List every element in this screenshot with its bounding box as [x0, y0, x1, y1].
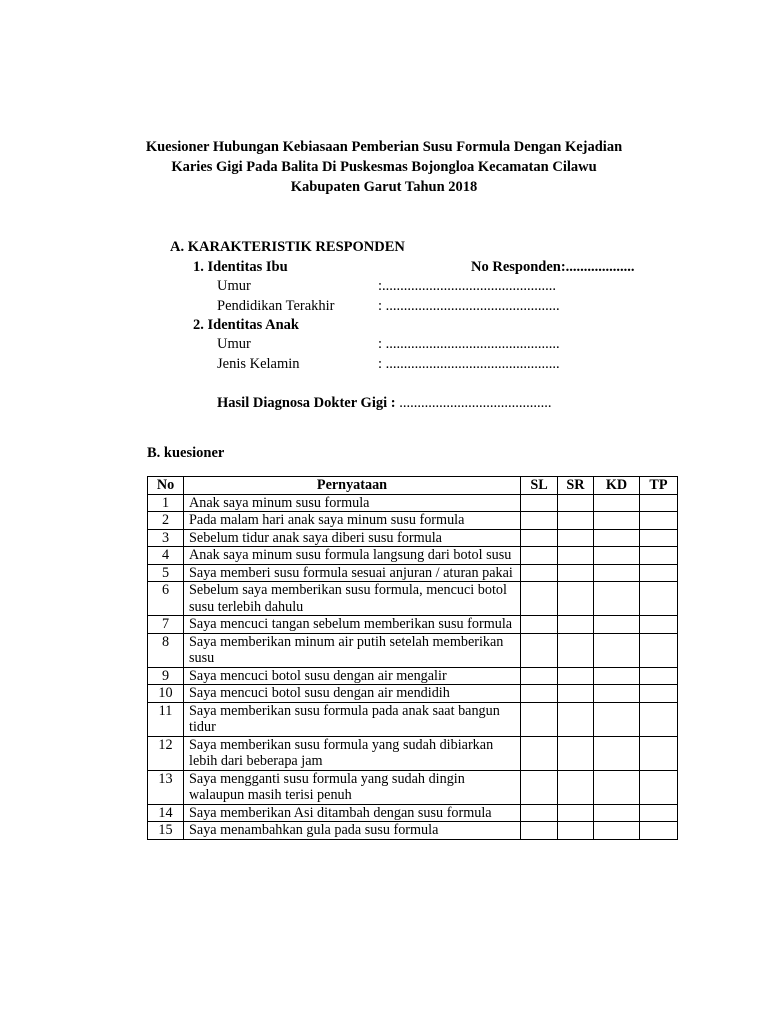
row-number: 3 [148, 529, 184, 547]
answer-cell-sl[interactable] [521, 685, 558, 703]
answer-cell-kd[interactable] [594, 770, 640, 804]
table-row [148, 667, 678, 685]
answer-cell-sr[interactable] [558, 770, 594, 804]
answer-cell-tp[interactable] [640, 804, 678, 822]
ibu-umur-field[interactable]: :................................................ [378, 278, 557, 294]
diagnosa-row [217, 394, 551, 413]
header-tp: TP [640, 477, 678, 495]
table-row [148, 633, 678, 667]
table-header-row [148, 477, 678, 495]
answer-cell-sl[interactable] [521, 633, 558, 667]
row-number: 15 [148, 822, 184, 840]
answer-cell-sl[interactable] [521, 494, 558, 512]
answer-cell-kd[interactable] [594, 494, 640, 512]
answer-cell-kd[interactable] [594, 547, 640, 565]
anak-umur-field[interactable]: : ................................................ [378, 336, 560, 352]
answer-cell-tp[interactable] [640, 582, 678, 616]
header-pernyataan: Pernyataan [184, 477, 521, 495]
answer-cell-sr[interactable] [558, 547, 594, 565]
answer-cell-sl[interactable] [521, 822, 558, 840]
answer-cell-sl[interactable] [521, 582, 558, 616]
answer-cell-tp[interactable] [640, 564, 678, 582]
table-body [148, 494, 678, 839]
answer-cell-kd[interactable] [594, 736, 640, 770]
row-number: 10 [148, 685, 184, 703]
answer-cell-sl[interactable] [521, 616, 558, 634]
answer-cell-tp[interactable] [640, 512, 678, 530]
answer-cell-tp[interactable] [640, 667, 678, 685]
row-statement: Saya memberi susu formula sesuai anjuran / aturan pakai [184, 564, 521, 582]
answer-cell-sl[interactable] [521, 702, 558, 736]
answer-cell-sr[interactable] [558, 582, 594, 616]
answer-cell-sr[interactable] [558, 702, 594, 736]
answer-cell-sr[interactable] [558, 512, 594, 530]
answer-cell-sr[interactable] [558, 616, 594, 634]
anak-jenis-kelamin-field[interactable]: : ................................................ [378, 356, 560, 372]
row-number: 1 [148, 494, 184, 512]
ibu-pendidikan-field[interactable]: : ................................................ [378, 298, 560, 314]
table-row [148, 512, 678, 530]
table-row [148, 564, 678, 582]
answer-cell-sr[interactable] [558, 685, 594, 703]
answer-cell-tp[interactable] [640, 547, 678, 565]
answer-cell-tp[interactable] [640, 633, 678, 667]
row-number: 5 [148, 564, 184, 582]
answer-cell-sr[interactable] [558, 529, 594, 547]
identitas-anak-heading: 2. Identitas Anak [193, 317, 299, 333]
answer-cell-sr[interactable] [558, 804, 594, 822]
row-number: 13 [148, 770, 184, 804]
row-statement: Saya mencuci tangan sebelum memberikan susu formula [184, 616, 521, 634]
row-statement: Anak saya minum susu formula [184, 494, 521, 512]
row-number: 14 [148, 804, 184, 822]
table-row [148, 685, 678, 703]
ibu-pendidikan-label: Pendidikan Terakhir [217, 298, 335, 314]
answer-cell-sr[interactable] [558, 494, 594, 512]
answer-cell-tp[interactable] [640, 822, 678, 840]
answer-cell-tp[interactable] [640, 494, 678, 512]
table-row [148, 547, 678, 565]
answer-cell-sl[interactable] [521, 547, 558, 565]
table-row [148, 770, 678, 804]
identitas-ibu-heading: 1. Identitas Ibu [193, 259, 288, 275]
answer-cell-sl[interactable] [521, 804, 558, 822]
answer-cell-tp[interactable] [640, 770, 678, 804]
row-number: 11 [148, 702, 184, 736]
answer-cell-sl[interactable] [521, 512, 558, 530]
row-statement: Saya memberikan susu formula pada anak saat bangun tidur [184, 702, 521, 736]
title-line-1: Kuesioner Hubungan Kebiasaan Pemberian Susu Formula Dengan Kejadian [145, 139, 623, 155]
title-line-2: Karies Gigi Pada Balita Di Puskesmas Bojongloa Kecamatan Cilawu [171, 159, 597, 175]
answer-cell-sl[interactable] [521, 736, 558, 770]
answer-cell-kd[interactable] [594, 529, 640, 547]
answer-cell-kd[interactable] [594, 667, 640, 685]
row-statement: Sebelum tidur anak saya diberi susu formula [184, 529, 521, 547]
answer-cell-tp[interactable] [640, 616, 678, 634]
answer-cell-sl[interactable] [521, 564, 558, 582]
row-number: 12 [148, 736, 184, 770]
anak-jenis-kelamin-label: Jenis Kelamin [217, 356, 300, 372]
no-responden-field[interactable]: No Responden:................... [471, 259, 635, 275]
section-a-heading: A. KARAKTERISTIK RESPONDEN [170, 239, 405, 255]
answer-cell-kd[interactable] [594, 804, 640, 822]
table-row [148, 582, 678, 616]
row-statement: Saya memberikan Asi ditambah dengan susu formula [184, 804, 521, 822]
answer-cell-sr[interactable] [558, 667, 594, 685]
title-line-3: Kabupaten Garut Tahun 2018 [290, 179, 478, 195]
row-statement: Saya memberikan minum air putih setelah memberikan susu [184, 633, 521, 667]
row-number: 6 [148, 582, 184, 616]
table-row [148, 616, 678, 634]
answer-cell-sr[interactable] [558, 822, 594, 840]
answer-cell-kd[interactable] [594, 822, 640, 840]
answer-cell-kd[interactable] [594, 685, 640, 703]
row-number: 9 [148, 667, 184, 685]
table-row [148, 702, 678, 736]
header-no: No [148, 477, 184, 495]
row-statement: Saya mencuci botol susu dengan air mendidih [184, 685, 521, 703]
answer-cell-tp[interactable] [640, 702, 678, 736]
answer-cell-sl[interactable] [521, 770, 558, 804]
header-sr: SR [558, 477, 594, 495]
row-statement: Pada malam hari anak saya minum susu formula [184, 512, 521, 530]
row-number: 4 [148, 547, 184, 565]
table-row [148, 529, 678, 547]
answer-cell-kd[interactable] [594, 702, 640, 736]
answer-cell-kd[interactable] [594, 633, 640, 667]
section-b-heading: B. kuesioner [147, 445, 225, 461]
table-row [148, 736, 678, 770]
anak-umur-label: Umur [217, 336, 251, 352]
questionnaire-table [147, 476, 678, 840]
row-statement: Saya mencuci botol susu dengan air mengalir [184, 667, 521, 685]
row-number: 7 [148, 616, 184, 634]
row-statement: Saya mengganti susu formula yang sudah dingin walaupun masih terisi penuh [184, 770, 521, 804]
row-statement: Saya memberikan susu formula yang sudah dibiarkan lebih dari beberapa jam [184, 736, 521, 770]
ibu-umur-label: Umur [217, 278, 251, 294]
diagnosa-label: Hasil Diagnosa Dokter Gigi : [217, 395, 396, 411]
answer-cell-kd[interactable] [594, 616, 640, 634]
answer-cell-kd[interactable] [594, 512, 640, 530]
answer-cell-sl[interactable] [521, 529, 558, 547]
answer-cell-tp[interactable] [640, 529, 678, 547]
table-row [148, 804, 678, 822]
diagnosa-field[interactable]: .......................................... [395, 395, 552, 411]
answer-cell-kd[interactable] [594, 582, 640, 616]
row-number: 8 [148, 633, 184, 667]
table-row [148, 822, 678, 840]
answer-cell-tp[interactable] [640, 736, 678, 770]
row-statement: Saya menambahkan gula pada susu formula [184, 822, 521, 840]
row-number: 2 [148, 512, 184, 530]
answer-cell-sr[interactable] [558, 633, 594, 667]
answer-cell-sl[interactable] [521, 667, 558, 685]
answer-cell-kd[interactable] [594, 564, 640, 582]
header-sl: SL [521, 477, 558, 495]
row-statement: Sebelum saya memberikan susu formula, mencuci botol susu terlebih dahulu [184, 582, 521, 616]
table-row [148, 494, 678, 512]
row-statement: Anak saya minum susu formula langsung dari botol susu [184, 547, 521, 565]
answer-cell-sr[interactable] [558, 564, 594, 582]
answer-cell-sr[interactable] [558, 736, 594, 770]
header-kd: KD [594, 477, 640, 495]
answer-cell-tp[interactable] [640, 685, 678, 703]
